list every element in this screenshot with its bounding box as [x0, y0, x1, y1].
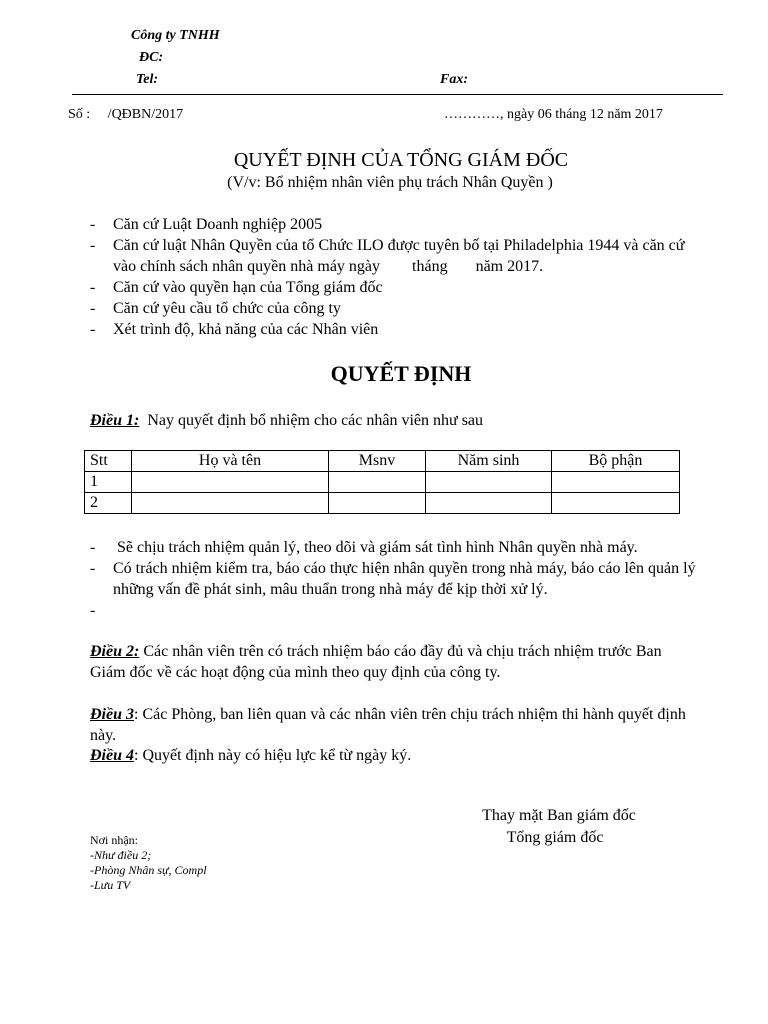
list-item: - Xét trình độ, khả năng của các Nhân viên	[90, 321, 379, 338]
list-item: - Căn cứ luật Nhân Quyền của tổ Chức ILO được tuyên bố tại Philadelphia 1944 và căn cứ vào chính sách nhân quyền nhà máy ngày tháng năm 2017.	[90, 237, 689, 275]
table-cell: 2	[85, 493, 132, 514]
article-3-text: : Các Phòng, ban liên quan và các nhân viên trên chịu trách nhiệm thi hành quyết định này.	[90, 706, 686, 744]
table-cell	[552, 493, 680, 514]
article-4-label: Điều 4	[90, 747, 134, 764]
table-cell	[329, 493, 426, 514]
tel-label: Tel:	[136, 72, 159, 87]
article-4	[90, 745, 411, 766]
legal-bases-list	[90, 214, 700, 340]
table-cell	[132, 493, 329, 514]
article-2-label: Điều 2:	[90, 643, 140, 660]
signature-line-1: Thay mặt Ban giám đốc	[482, 807, 636, 824]
article-2-text: Các nhân viên trên có trách nhiệm báo cáo đầy đủ và chịu trách nhiệm trước Ban Giám đốc về các hoạt động của mình theo quy định của công ty.	[90, 643, 662, 681]
table-row	[85, 472, 680, 493]
table-header-row	[85, 451, 680, 472]
table-cell: 1	[85, 472, 132, 493]
table-cell	[329, 472, 426, 493]
decision-heading: QUYẾT ĐỊNH	[330, 361, 472, 386]
list-item: - Căn cứ Luật Doanh nghiệp 2005	[90, 216, 323, 233]
article-2	[90, 641, 695, 683]
article-1	[90, 410, 483, 431]
table-row	[85, 493, 680, 514]
article-1-label: Điều 1:	[90, 412, 140, 429]
col-stt: Stt	[85, 451, 132, 472]
recipients-title: Nơi nhận:	[90, 833, 139, 847]
recipients	[90, 833, 207, 893]
col-birth-year: Năm sinh	[426, 451, 552, 472]
list-item: - Sẽ chịu trách nhiệm quản lý, theo dõi và giám sát tình hình Nhân quyền nhà máy.	[90, 539, 638, 556]
list-item: - Có trách nhiệm kiểm tra, báo cáo thực hiện nhân quyền trong nhà máy, báo cáo lên quản lý những vấn đề phát sinh, mâu thuẩn trong nhà máy để kịp thời xử lý.	[90, 560, 696, 598]
duties-list	[90, 537, 702, 621]
table-cell	[426, 472, 552, 493]
signature-line-2: Tổng giám đốc	[506, 829, 604, 846]
staff-table	[84, 450, 680, 514]
article-1-text: Nay quyết định bổ nhiệm cho các nhân viên như sau	[139, 412, 484, 429]
table-cell	[552, 472, 680, 493]
recipient-item: -Phòng Nhân sự, Compl	[90, 863, 207, 877]
table-cell	[426, 493, 552, 514]
list-item: - Căn cứ vào quyền hạn của Tổng giám đốc	[90, 279, 383, 296]
list-item: - Căn cứ yêu cầu tổ chức của công ty	[90, 300, 341, 317]
col-department: Bộ phận	[552, 451, 680, 472]
col-msnv: Msnv	[329, 451, 426, 472]
place-date: …………, ngày 06 tháng 12 năm 2017	[444, 107, 663, 122]
table-cell	[132, 472, 329, 493]
document-title: QUYẾT ĐỊNH CỦA TỔNG GIÁM ĐỐC	[233, 149, 569, 171]
header-divider	[72, 94, 723, 95]
document-subtitle: (V/v: Bổ nhiệm nhân viên phụ trách Nhân Quyền )	[227, 174, 553, 191]
article-3	[90, 704, 690, 746]
company-name: Công ty TNHH	[131, 28, 220, 43]
list-item: -	[90, 602, 96, 619]
article-4-text: : Quyết định này có hiệu lực kể từ ngày ký.	[134, 747, 412, 764]
address-label: ĐC:	[139, 50, 164, 65]
document-number: Số : /QĐBN/2017	[68, 107, 184, 122]
fax-label: Fax:	[440, 72, 468, 87]
col-name: Họ và tên	[132, 451, 329, 472]
recipient-item: -Lưu TV	[90, 878, 131, 892]
recipient-item: -Như điều 2;	[90, 848, 152, 862]
article-3-label: Điều 3	[90, 706, 134, 723]
